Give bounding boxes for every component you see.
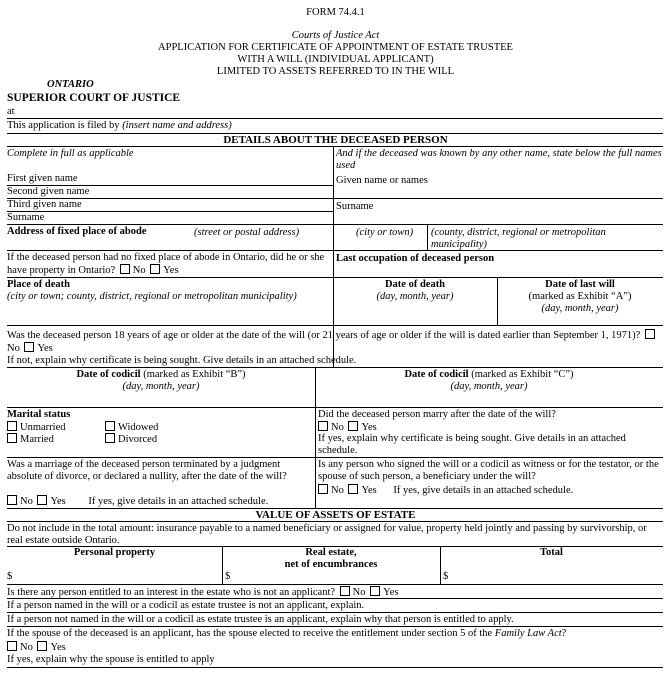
divider: [7, 612, 663, 613]
real-estate-line-1: Real estate,: [305, 547, 357, 558]
total-header: Total: [540, 547, 563, 558]
surname-other-field[interactable]: Surname: [336, 201, 374, 212]
no-abode-no-checkbox[interactable]: [120, 264, 130, 274]
spouse-question-mark: ?: [561, 628, 567, 639]
assets-note: Do not include in the total amount: insurance payable to a named beneficiary or assigned for value, property held jointly and passing by survivorship, or real estate outside Ontario.: [7, 523, 647, 547]
filed-by-field[interactable]: [7, 120, 232, 132]
place-of-death-label: Place of death: [7, 279, 70, 290]
divorce-no-checkbox[interactable]: [7, 495, 17, 505]
spouse-text: If the spouse of the deceased is an applicant, has the spouse elected to receive the entitlement under section 5 of the: [7, 628, 493, 639]
location-line: [7, 118, 663, 119]
exhibit-c-label: (marked as Exhibit “C”): [471, 369, 574, 380]
act-name: Courts of Justice Act: [291, 30, 380, 41]
divider: [7, 367, 663, 368]
family-law-act: Family Law Act: [494, 628, 562, 639]
yes-label: Yes: [383, 587, 399, 598]
court-name: SUPERIOR COURT OF JUSTICE: [7, 92, 181, 104]
divider: [7, 598, 663, 599]
abode-street-hint: (street or postal address): [194, 227, 300, 238]
witness-no-checkbox[interactable]: [318, 484, 328, 494]
marital-status-label: Marital status: [7, 409, 71, 420]
no-label: No: [331, 485, 344, 496]
witness-details: If yes, give details in an attached schedule.: [393, 485, 574, 496]
codicil-b-label: Date of codicil: [76, 369, 141, 380]
codicil-b-hint: (day, month, year): [122, 381, 200, 393]
real-estate-line-2: net of encumbrances: [284, 559, 378, 571]
yes-label: Yes: [50, 642, 66, 653]
date-of-will-label: Date of last will: [545, 279, 615, 290]
married-label: Married: [20, 434, 54, 445]
divider: [7, 457, 663, 458]
divider: [7, 224, 663, 225]
marry-question: Did the deceased person marry after the date of the will?: [318, 409, 556, 420]
age-yes-checkbox[interactable]: [24, 342, 34, 352]
second-given-name-field[interactable]: Second given name: [7, 186, 90, 197]
total-field[interactable]: $: [443, 571, 449, 582]
abode-field[interactable]: [7, 226, 147, 238]
filed-by-hint: (insert name and address): [122, 120, 232, 131]
spouse-no-checkbox[interactable]: [7, 641, 17, 651]
unmarried-label: Unmarried: [20, 422, 66, 433]
yes-label: Yes: [50, 496, 66, 507]
divider: [7, 584, 663, 585]
assets-section-title: VALUE OF ASSETS OF ESTATE: [255, 509, 416, 521]
marry-yes-checkbox[interactable]: [348, 421, 358, 431]
complete-note: Complete in full as applicable: [7, 148, 134, 159]
codicil-c-field[interactable]: [315, 369, 663, 393]
entitled-no-checkbox[interactable]: [340, 586, 350, 596]
court-location-label: at: [7, 106, 15, 117]
age-explain: If not, explain why certificate is being sought. Give details in an attached schedule.: [7, 355, 357, 366]
divider: [333, 198, 663, 199]
abode-county-hint: (county, district, regional or metropolitan municipality): [431, 227, 606, 251]
no-label: No: [7, 343, 20, 355]
no-label: No: [20, 496, 33, 507]
date-of-last-will-field[interactable]: [497, 279, 663, 315]
exhibit-a-label: (marked as Exhibit “A”): [528, 291, 632, 303]
place-of-death-hint: (city or town; county, district, regional or metropolitan municipality): [7, 291, 297, 302]
marry-explain: If yes, explain why certificate is being sought. Give details in an attached schedule.: [318, 433, 626, 457]
no-label: No: [132, 265, 146, 277]
real-estate-field[interactable]: $: [225, 571, 231, 582]
no-label: No: [331, 422, 344, 433]
date-of-death-field[interactable]: [333, 279, 497, 303]
yes-label: Yes: [361, 422, 377, 433]
married-checkbox[interactable]: [7, 433, 17, 443]
unmarried-checkbox[interactable]: [7, 421, 17, 431]
entitled-text: Is there any person entitled to an interest in the estate who is not an applicant?: [7, 587, 336, 598]
date-of-will-hint: (day, month, year): [541, 303, 619, 315]
given-names-field[interactable]: Given name or names: [336, 175, 428, 186]
filed-by-label: This application is filed by: [7, 120, 120, 131]
last-occupation-field[interactable]: Last occupation of deceased person: [336, 253, 495, 264]
divider: [7, 277, 663, 278]
age-no-checkbox[interactable]: [645, 329, 655, 339]
no-abode-question: [7, 252, 331, 277]
divider: [427, 224, 428, 250]
personal-property-header: Personal property: [73, 547, 156, 558]
divorced-checkbox[interactable]: [105, 433, 115, 443]
abode-city-hint: (city or town): [356, 227, 414, 238]
divorce-question: Was a marriage of the deceased person terminated by a judgment absolute of divorce, or declared a nullity, after the date of the will?: [7, 459, 287, 483]
divider: [7, 325, 663, 326]
personal-property-field[interactable]: $: [7, 571, 13, 582]
age-question: [7, 329, 663, 355]
spouse-explain-field[interactable]: If yes, explain why the spouse is entitled to apply: [7, 654, 215, 665]
no-abode-yes-checkbox[interactable]: [150, 264, 160, 274]
not-named-field[interactable]: If a person not named in the will or a codicil as estate trustee is an applicant, explain why that person is entitled to apply.: [7, 614, 514, 625]
divider: [7, 521, 663, 522]
divorce-details: If yes, give details in an attached schedule.: [88, 496, 269, 507]
form-title-line-3: LIMITED TO ASSETS REFERRED TO IN THE WILL: [216, 66, 455, 77]
spouse-yes-checkbox[interactable]: [37, 641, 47, 651]
widowed-checkbox[interactable]: [105, 421, 115, 431]
divider: [7, 250, 663, 251]
codicil-b-field[interactable]: [7, 369, 315, 393]
no-abode-text: If the deceased person had no fixed place of abode in Ontario, did he or she have property in Ontario?: [7, 252, 325, 277]
real-estate-header: [222, 547, 440, 571]
witness-yes-checkbox[interactable]: [348, 484, 358, 494]
entitled-yes-checkbox[interactable]: [370, 586, 380, 596]
divider: [7, 211, 333, 212]
witness-question: Is any person who signed the will or a codicil as witness or for the testator, or the spouse of such person, a beneficiary under the will?: [318, 459, 659, 483]
divorced-label: Divorced: [118, 434, 158, 445]
third-given-name-field[interactable]: Third given name: [7, 199, 82, 210]
no-label: No: [20, 642, 33, 653]
form-number: FORM 74.4.1: [306, 7, 365, 18]
age-question-text: Was the deceased person 18 years of age or older at the date of the will (or 21 years of age or older if the will is dated earlier than September 1, 1971)?: [7, 330, 641, 341]
codicil-c-label: Date of codicil: [404, 369, 469, 380]
deceased-section-title: DETAILS ABOUT THE DECEASED PERSON: [223, 134, 448, 146]
divider: [7, 626, 663, 627]
spouse-question: [7, 628, 566, 640]
province: ONTARIO: [47, 79, 94, 90]
divider: [7, 146, 663, 147]
first-given-name-field[interactable]: First given name: [7, 173, 78, 184]
abode-label: Address of fixed place of abode: [7, 226, 147, 237]
no-label: No: [352, 587, 366, 598]
divider: [7, 667, 663, 668]
exhibit-b-label: (marked as Exhibit “B”): [143, 369, 246, 380]
yes-label: Yes: [37, 343, 53, 355]
yes-label: Yes: [163, 265, 179, 277]
divorce-yes-checkbox[interactable]: [37, 495, 47, 505]
date-of-death-hint: (day, month, year): [376, 291, 454, 303]
other-name-note: And if the deceased was known by any other name, state below the full names used: [336, 148, 662, 172]
yes-label: Yes: [361, 485, 377, 496]
named-trustee-field[interactable]: If a person named in the will or a codicil as estate trustee is not an applicant, explain.: [7, 600, 365, 611]
marry-no-checkbox[interactable]: [318, 421, 328, 431]
codicil-c-hint: (day, month, year): [450, 381, 528, 393]
form-title-line-1: APPLICATION FOR CERTIFICATE OF APPOINTMENT OF ESTATE TRUSTEE: [158, 42, 513, 53]
divider: [7, 407, 663, 408]
form-title-line-2: WITH A WILL (INDIVIDUAL APPLICANT): [237, 54, 434, 65]
date-of-death-label: Date of death: [384, 279, 446, 290]
surname-field[interactable]: Surname: [7, 212, 45, 223]
widowed-label: Widowed: [118, 422, 159, 433]
